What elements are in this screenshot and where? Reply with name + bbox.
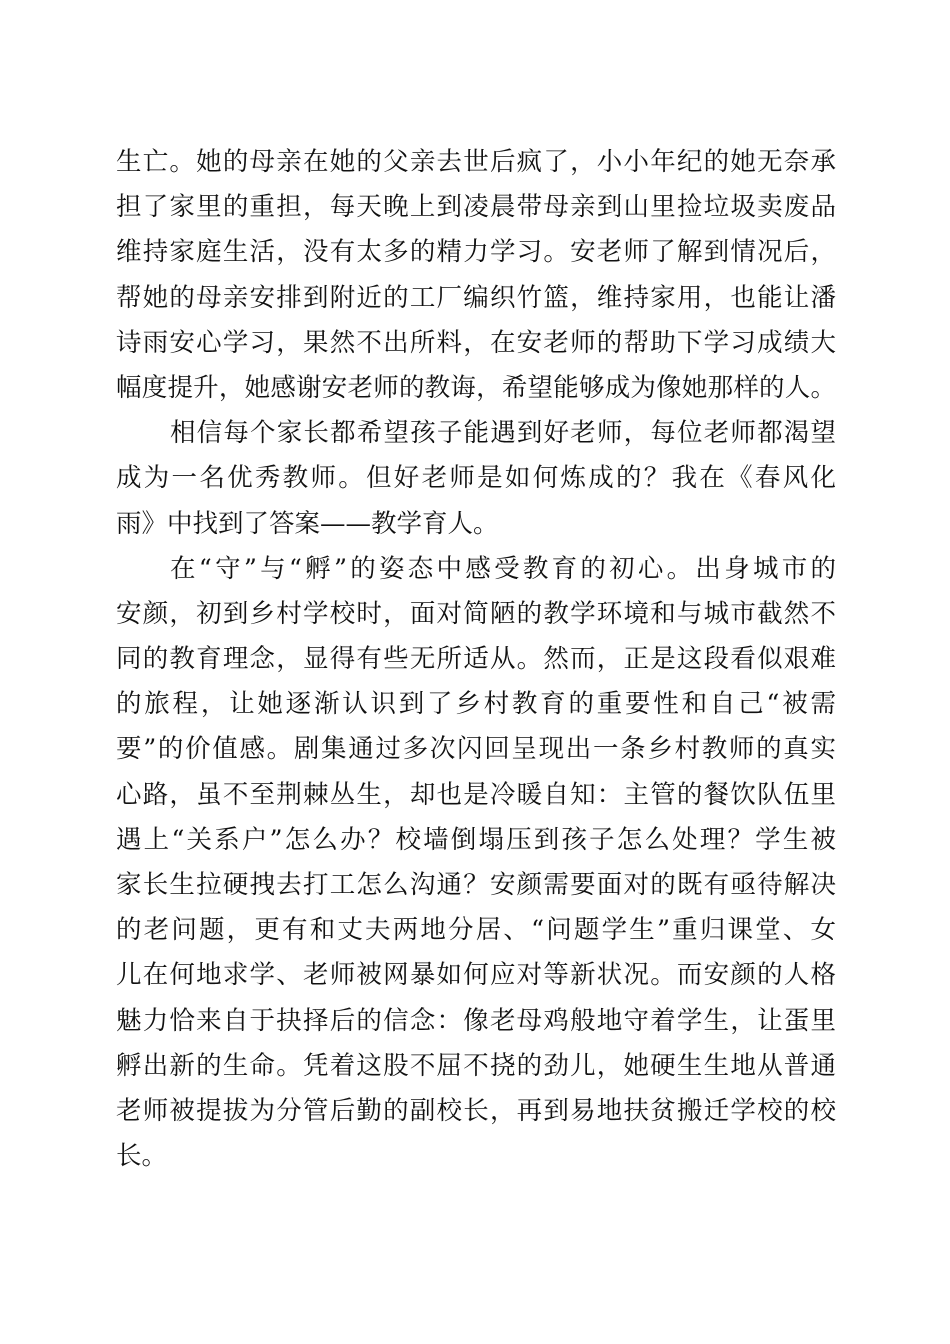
- text-line: 要”的价值感。剧集通过多次闪回呈现出一条乡村教师的真实: [116, 734, 836, 765]
- text-line: 诗雨安心学习，果然不出所料，在安老师的帮助下学习成绩大: [116, 327, 836, 358]
- text-line: 老师被提拔为分管后勤的副校长，再到易地扶贫搬迁学校的校: [116, 1095, 836, 1126]
- text-line: 儿在何地求学、老师被网暴如何应对等新状况。而安颜的人格: [116, 960, 836, 991]
- text-line: 魅力恰来自于抉择后的信念：像老母鸡般地守着学生，让蛋里: [116, 1005, 836, 1036]
- text-line: 心路，虽不至荆棘丛生，却也是冷暖自知：主管的餐饮队伍里: [116, 779, 836, 810]
- text-line: 在“守”与“孵”的姿态中感受教育的初心。出身城市的: [170, 553, 836, 584]
- text-line: 同的教育理念，显得有些无所适从。然而，正是这段看似艰难: [116, 644, 836, 675]
- paragraph-1: [116, 140, 836, 411]
- text-line: 生亡。她的母亲在她的父亲去世后疯了，小小年纪的她无奈承: [116, 147, 836, 177]
- text-line: 的老问题，更有和丈夫两地分居、“问题学生”重归课堂、女: [116, 915, 836, 946]
- text-line: 安颜，初到乡村学校时，面对简陋的教学环境和与城市截然不: [116, 598, 836, 629]
- text-line: 担了家里的重担，每天晚上到凌晨带母亲到山里捡垃圾卖废品: [116, 192, 836, 223]
- text-line: 雨》中找到了答案——教学育人。: [116, 508, 499, 539]
- body-text: [116, 140, 836, 1179]
- text-line: 遇上“关系户”怎么办？校墙倒塌压到孩子怎么处理？学生被: [116, 824, 836, 855]
- text-line: 的旅程，让她逐渐认识到了乡村教育的重要性和自己“被需: [116, 689, 836, 720]
- text-line: 维持家庭生活，没有太多的精力学习。安老师了解到情况后，: [116, 237, 836, 268]
- text-line: 家长生拉硬拽去打工怎么沟通？安颜需要面对的既有亟待解决: [116, 870, 836, 900]
- text-line: 相信每个家长都希望孩子能遇到好老师，每位老师都渴望: [170, 418, 836, 449]
- text-line: 成为一名优秀教师。但好老师是如何炼成的？我在《春风化: [116, 463, 836, 494]
- text-line: 帮她的母亲安排到附近的工厂编织竹篮，维持家用，也能让潘: [116, 282, 836, 313]
- paragraph-3: [116, 547, 836, 1180]
- text-line: 孵出新的生命。凭着这股不屈不挠的劲儿，她硬生生地从普通: [116, 1050, 836, 1081]
- paragraph-2: [116, 411, 836, 547]
- text-line: 长。: [116, 1141, 168, 1172]
- text-line: 幅度提升，她感谢安老师的教诲，希望能够成为像她那样的人。: [116, 372, 836, 403]
